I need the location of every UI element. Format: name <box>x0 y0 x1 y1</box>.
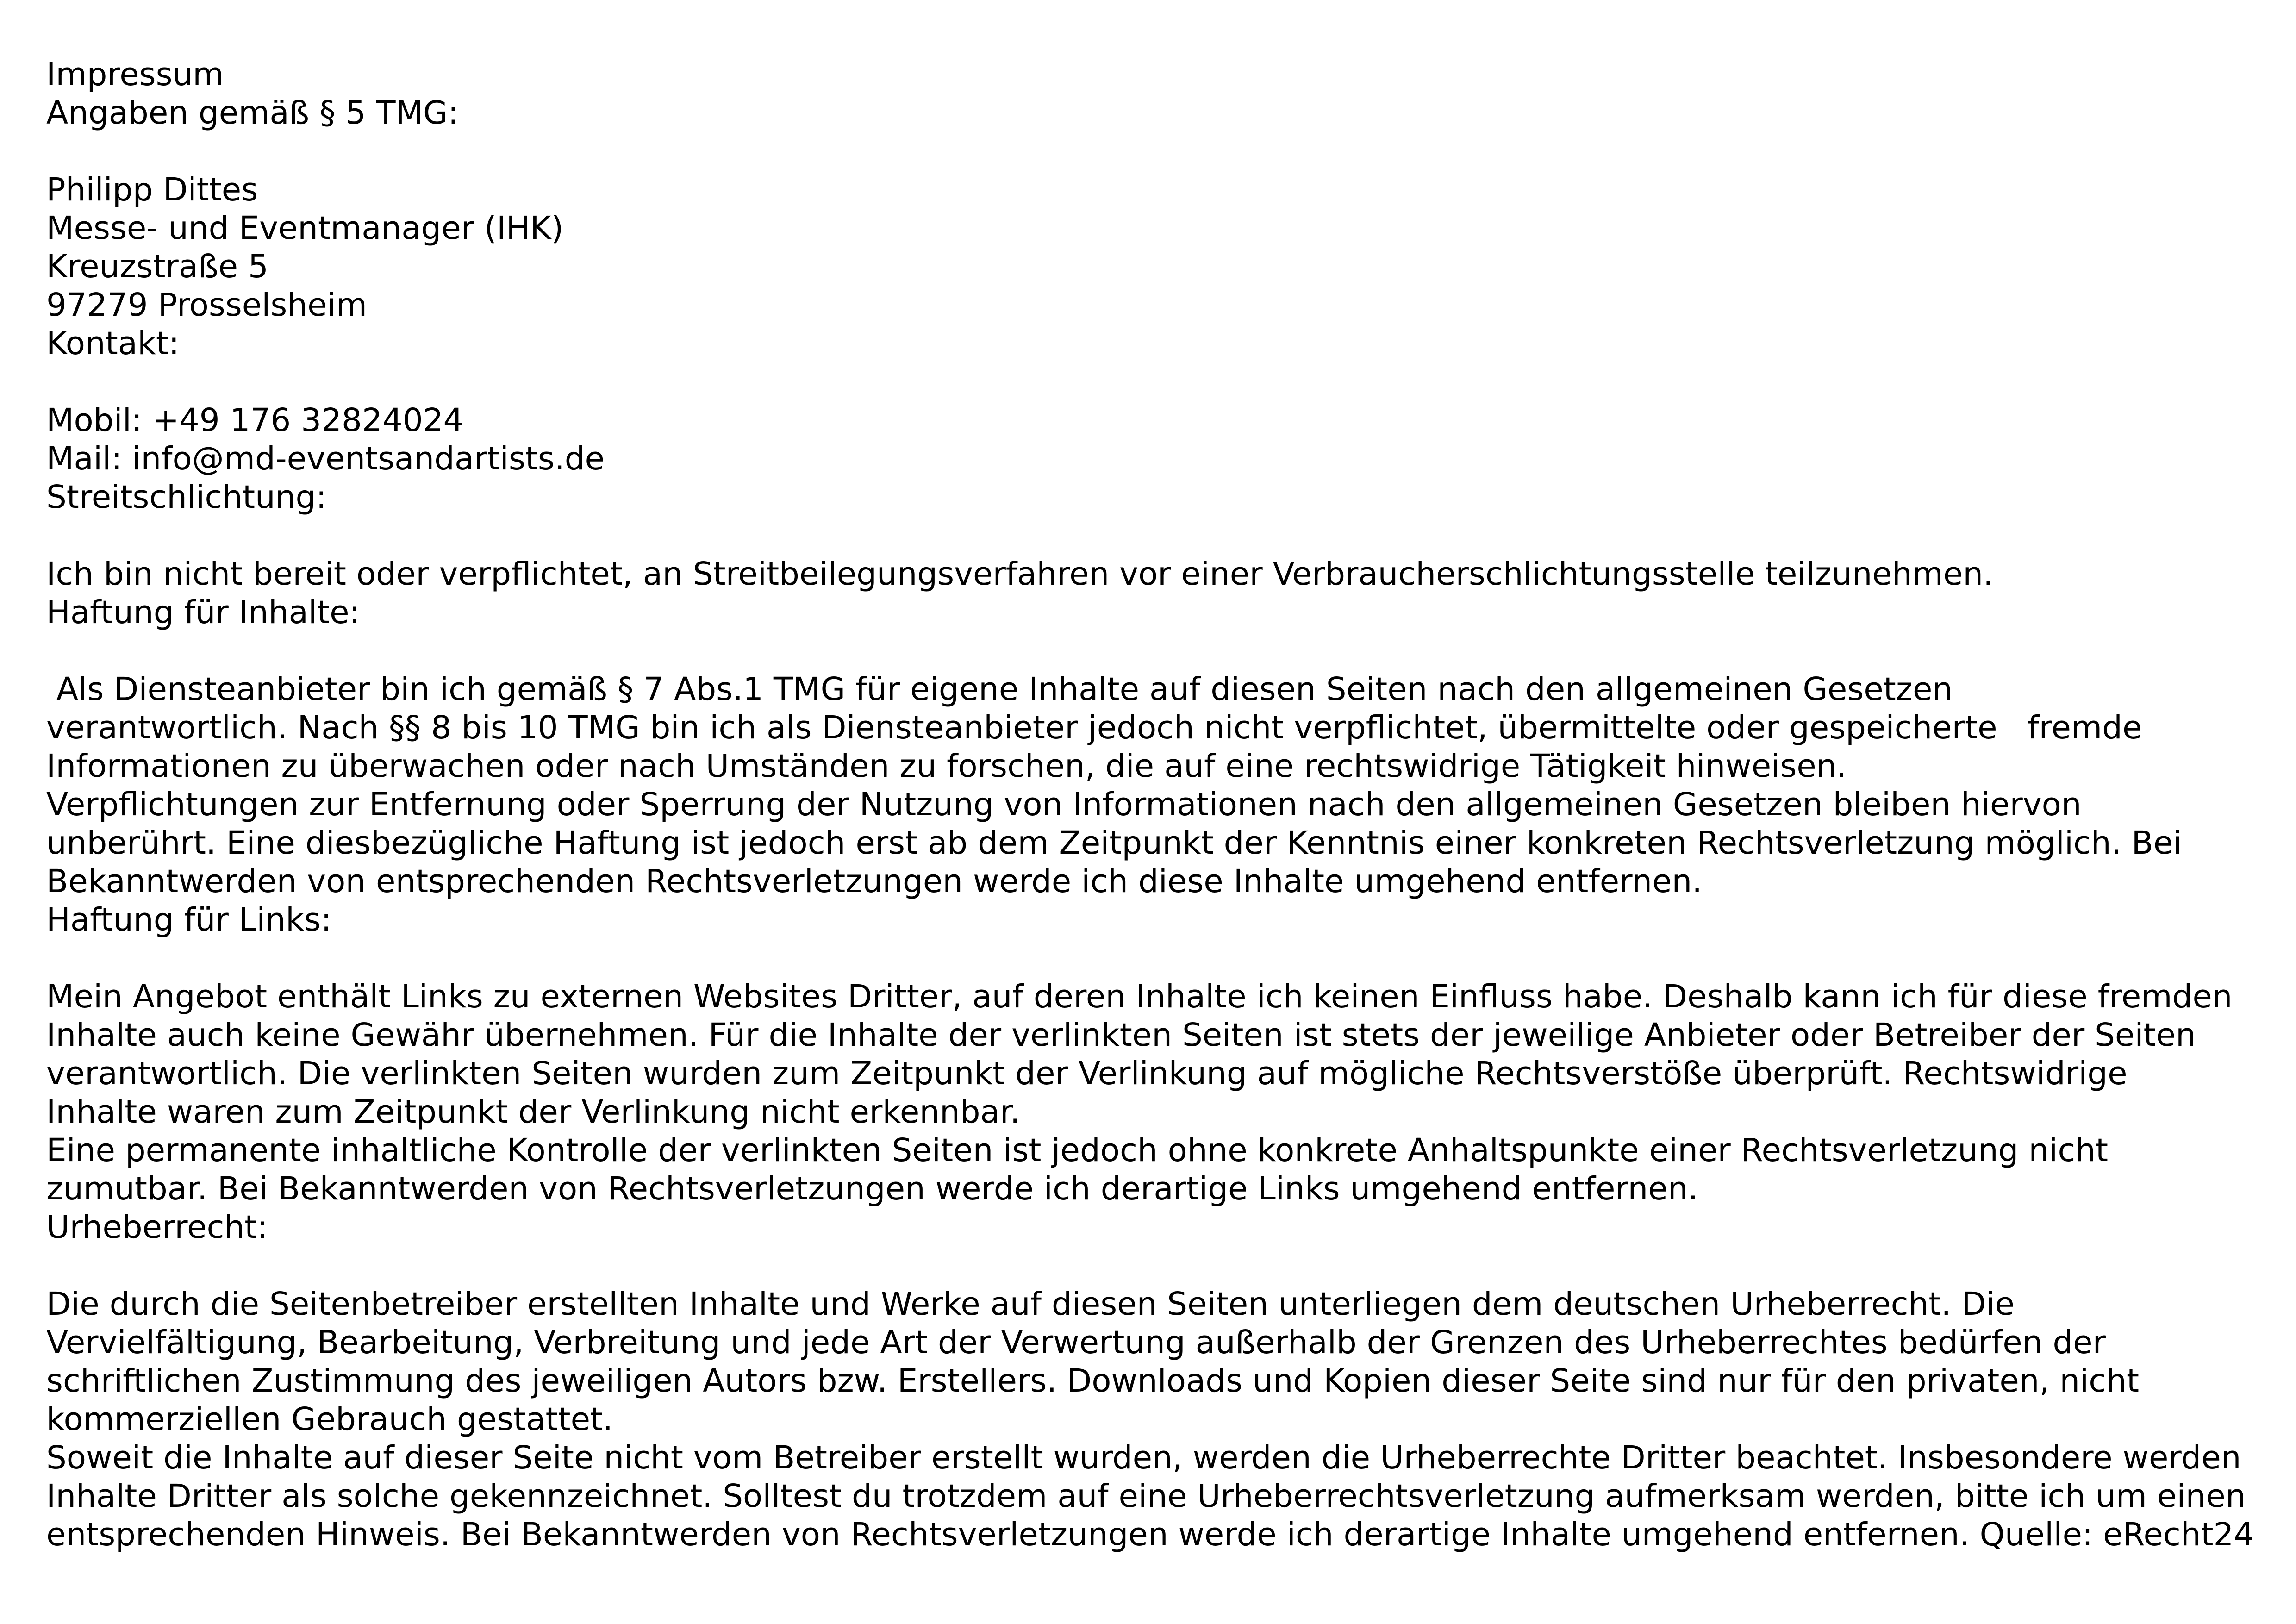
paragraph-line: Inhalte auch keine Gewähr übernehmen. Für die Inhalte der verlinkten Seiten ist stets der jeweilige Anbieter oder Betreiber der Seiten <box>46 1017 2196 1054</box>
liability-links-section <box>46 901 2287 1208</box>
paragraph-line: verantwortlich. Die verlinkten Seiten wurden zum Zeitpunkt der Verlinkung auf mögliche Rechtsverstöße überprüft. Rechtswidrige <box>46 1055 2128 1092</box>
contact-block <box>46 325 2287 478</box>
paragraph-line: schriftlichen Zustimmung des jeweiligen Autors bzw. Erstellers. Downloads und Kopien dieser Seite sind nur für den privaten, nicht <box>46 1362 2140 1399</box>
paragraph-line: Mein Angebot enthält Links zu externen Websites Dritter, auf deren Inhalte ich keinen Einfluss habe. Deshalb kann ich für diese fremden <box>46 978 2233 1015</box>
paragraph-line: Eine permanente inhaltliche Kontrolle der verlinkten Seiten ist jedoch ohne konkrete Anhaltspunkte einer Rechtsverletzung nicht <box>46 1132 2109 1169</box>
liability-content-section <box>46 593 2287 901</box>
paragraph-line: Die durch die Seitenbetreiber erstellten Inhalte und Werke auf diesen Seiten unterliegen dem deutschen Urheberrecht. Die <box>46 1286 2015 1323</box>
owner-name: Philipp Dittes <box>46 171 258 208</box>
dispute-section <box>46 478 2287 593</box>
paragraph-line: Informationen zu überwachen oder nach Umständen zu forschen, die auf eine rechtswidrige Tätigkeit hinweisen. <box>46 748 1847 785</box>
paragraph-line: Inhalte Dritter als solche gekennzeichnet. Solltest du trotzdem auf eine Urheberrechtsverletzung aufmerksam werden, bitte ich um einen <box>46 1478 2246 1515</box>
paragraph-line: Verpflichtungen zur Entfernung oder Sperrung der Nutzung von Informationen nach den allgemeinen Gesetzen bleiben hiervon <box>46 786 2082 823</box>
paragraph-line: zumutbar. Bei Bekanntwerden von Rechtsverletzungen werde ich derartige Links umgehend entfernen. <box>46 1170 1698 1207</box>
paragraph-line: Als Diensteanbieter bin ich gemäß § 7 Abs.1 TMG für eigene Inhalte auf diesen Seiten nach den allgemeinen Gesetzen <box>46 671 1953 708</box>
email-address: Mail: info@md-eventsandartists.de <box>46 440 605 477</box>
paragraph-line: entsprechenden Hinweis. Bei Bekanntwerden von Rechtsverletzungen werde ich derartige Inhalte umgehend entfernen. Quelle: eRecht24 <box>46 1516 2254 1553</box>
paragraph-line: Inhalte waren zum Zeitpunkt der Verlinkung nicht erkennbar. <box>46 1093 1020 1131</box>
spacer <box>46 132 2287 171</box>
spacer <box>46 632 2287 670</box>
paragraph-line: Vervielfältigung, Bearbeitung, Verbreitung und jede Art der Verwertung außerhalb der Grenzen des Urheberrechtes bedürfen der <box>46 1324 2106 1361</box>
paragraph-line: verantwortlich. Nach §§ 8 bis 10 TMG bin ich als Diensteanbieter jedoch nicht verpflichtet, übermittelte oder gespeicherte fremde <box>46 709 2142 746</box>
copyright-section <box>46 1208 2287 1554</box>
paragraph-line: kommerziellen Gebrauch gestattet. <box>46 1401 613 1438</box>
liability-content-heading: Haftung für Inhalte: <box>46 594 360 631</box>
paragraph-line: Soweit die Inhalte auf dieser Seite nicht vom Betreiber erstellt wurden, werden die Urheberrechte Dritter beachtet. Insbesondere werden <box>46 1439 2241 1476</box>
spacer <box>46 939 2287 978</box>
spacer <box>46 363 2287 401</box>
liability-links-heading: Haftung für Links: <box>46 901 332 938</box>
spacer <box>46 517 2287 555</box>
dispute-text: Ich bin nicht bereit oder verpflichtet, an Streitbeilegungsverfahren vor einer Verbraucherschlichtungsstelle teilzunehmen. <box>46 556 1994 593</box>
contact-heading: Kontakt: <box>46 325 180 362</box>
page-title: Impressum <box>46 56 224 93</box>
address-block <box>46 171 2287 325</box>
paragraph-line: unberührt. Eine diesbezügliche Haftung ist jedoch erst ab dem Zeitpunkt der Kenntnis einer konkreten Rechtsverletzung möglich. Bei <box>46 824 2182 862</box>
tmg-heading: Angaben gemäß § 5 TMG: <box>46 94 459 131</box>
impressum-document <box>46 56 2287 1554</box>
owner-profession: Messe- und Eventmanager (IHK) <box>46 210 564 247</box>
spacer <box>46 1247 2287 1285</box>
street-address: Kreuzstraße 5 <box>46 248 268 285</box>
paragraph-line: Bekanntwerden von entsprechenden Rechtsverletzungen werde ich diese Inhalte umgehend entfernen. <box>46 863 1703 900</box>
copyright-heading: Urheberrecht: <box>46 1209 268 1246</box>
dispute-heading: Streitschlichtung: <box>46 479 327 516</box>
city-address: 97279 Prosselsheim <box>46 287 367 324</box>
mobile-number: Mobil: +49 176 32824024 <box>46 402 464 439</box>
